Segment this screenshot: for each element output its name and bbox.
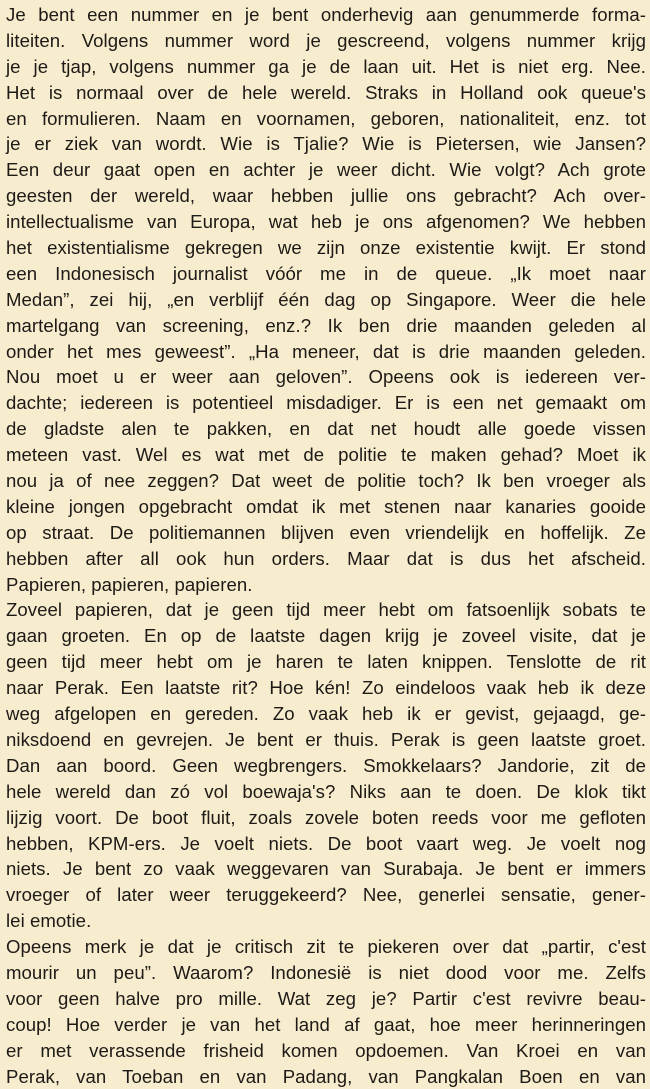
text-line: hebben, KPM-ers. Je voelt niets. De boot vaart weg. Je voelt nog: [6, 832, 646, 854]
text-line: mourir un peu”. Waarom? Indonesië is niet dood voor me. Zelfs: [6, 961, 646, 983]
text-line: Zoveel papieren, dat je geen tijd meer hebt om fatsoenlijk sobats te: [6, 599, 646, 621]
text-line: meteen vast. Wel es wat met de politie te maken gehad? Moet ik: [6, 444, 646, 466]
text-line: niksdoend en gevrejen. Je bent er thuis. Perak is geen laatste groet.: [6, 728, 646, 750]
text-line: gaan groeten. En op de laatste dagen krijg je zoveel visite, dat je: [6, 625, 646, 647]
text-line: coup! Hoe verder je van het land af gaat, hoe meer herinneringen: [6, 1013, 646, 1035]
text-line: Medan”, zei hij, „en verblijf één dag op Singapore. Weer die hele: [6, 288, 646, 310]
text-line: vroeger of later weer teruggekeerd? Nee, generlei sensatie, gener-: [6, 884, 646, 906]
text-line: intellectualisme van Europa, wat heb je ons afgenomen? We hebben: [6, 211, 646, 233]
text-line: martelgang van screening, enz.? Ik ben drie maanden geleden al: [6, 314, 646, 336]
text-line: niets. Je bent zo vaak weggevaren van Surabaja. Je bent er immers: [6, 858, 646, 880]
text-line: Dan aan boord. Geen wegbrengers. Smokkelaars? Jandorie, zit de: [6, 754, 646, 776]
text-line: dachte; iedereen is potentieel misdadiger. Er is een net gemaakt om: [6, 392, 646, 414]
text-line: lijzig voort. De boot fluit, zoals zovele boten reeds voor me gefloten: [6, 806, 646, 828]
text-line: hebben after all ook hun orders. Maar dat is dus het afscheid.: [6, 547, 646, 569]
text-line: geesten der wereld, waar hebben jullie ons gebracht? Ach over-: [6, 185, 646, 207]
text-line: Een deur gaat open en achter je weer dicht. Wie volgt? Ach grote: [6, 159, 646, 181]
text-line: naar Perak. Een laatste rit? Hoe kén! Zo eindeloos vaak heb ik deze: [6, 677, 646, 699]
text-line: geen tijd meer hebt om je haren te laten knippen. Tenslotte de rit: [6, 651, 646, 673]
text-line: kleine jongen opgebracht omdat ik met stenen naar kanaries gooide: [6, 495, 646, 517]
text-line: onder het mes geweest”. „Ha meneer, dat is drie maanden geleden.: [6, 340, 646, 362]
text-line: een Indonesisch journalist vóór me in de queue. „Ik moet naar: [6, 262, 646, 284]
text-line: de gladste alen te pakken, en dat net houdt alle goede vissen: [6, 418, 646, 440]
text-line: Papieren, papieren, papieren.: [6, 573, 253, 595]
text-line: liteiten. Volgens nummer word je gescreend, volgens nummer krijg: [6, 29, 646, 51]
text-line: Je bent een nummer en je bent onderhevig aan genummerde forma-: [6, 4, 646, 25]
text-line: Opeens merk je dat je critisch zit te piekeren over dat „partir, c'est: [6, 936, 646, 958]
text-line: nou ja of nee zeggen? Dat weet de politie toch? Ik ben vroeger als: [6, 470, 646, 492]
body-text: [6, 2, 646, 1089]
text-line: Perak, van Toeban en van Padang, van Pangkalan Boen en van: [6, 1065, 646, 1087]
text-line: en formulieren. Naam en voornamen, geboren, nationaliteit, enz. tot: [6, 107, 646, 129]
text-line: weg afgelopen en gereden. Zo vaak heb ik er gevist, gejaagd, ge-: [6, 703, 646, 725]
text-line: hele wereld dan zó vol boewaja's? Niks aan te doen. De klok tikt: [6, 780, 646, 802]
text-line: Het is normaal over de hele wereld. Straks in Holland ook queue's: [6, 81, 646, 103]
text-line: het existentialisme gekregen we zijn onze existentie kwijt. Er stond: [6, 237, 646, 259]
text-line: op straat. De politiemannen blijven even vriendelijk en hoffelijk. Ze: [6, 521, 646, 543]
text-line: je je tjap, volgens nummer ga je de laan uit. Het is niet erg. Nee.: [6, 55, 646, 77]
text-line: er met verassende frisheid komen opdoemen. Van Kroei en van: [6, 1039, 646, 1061]
text-line: Nou moet u er weer aan geloven”. Opeens ook is iedereen ver-: [6, 366, 646, 388]
text-line: je er ziek van wordt. Wie is Tjalie? Wie is Pietersen, wie Jansen?: [6, 133, 646, 155]
text-line: lei emotie.: [6, 910, 92, 932]
text-line: voor geen halve pro mille. Wat zeg je? Partir c'est revivre beau-: [6, 987, 646, 1009]
